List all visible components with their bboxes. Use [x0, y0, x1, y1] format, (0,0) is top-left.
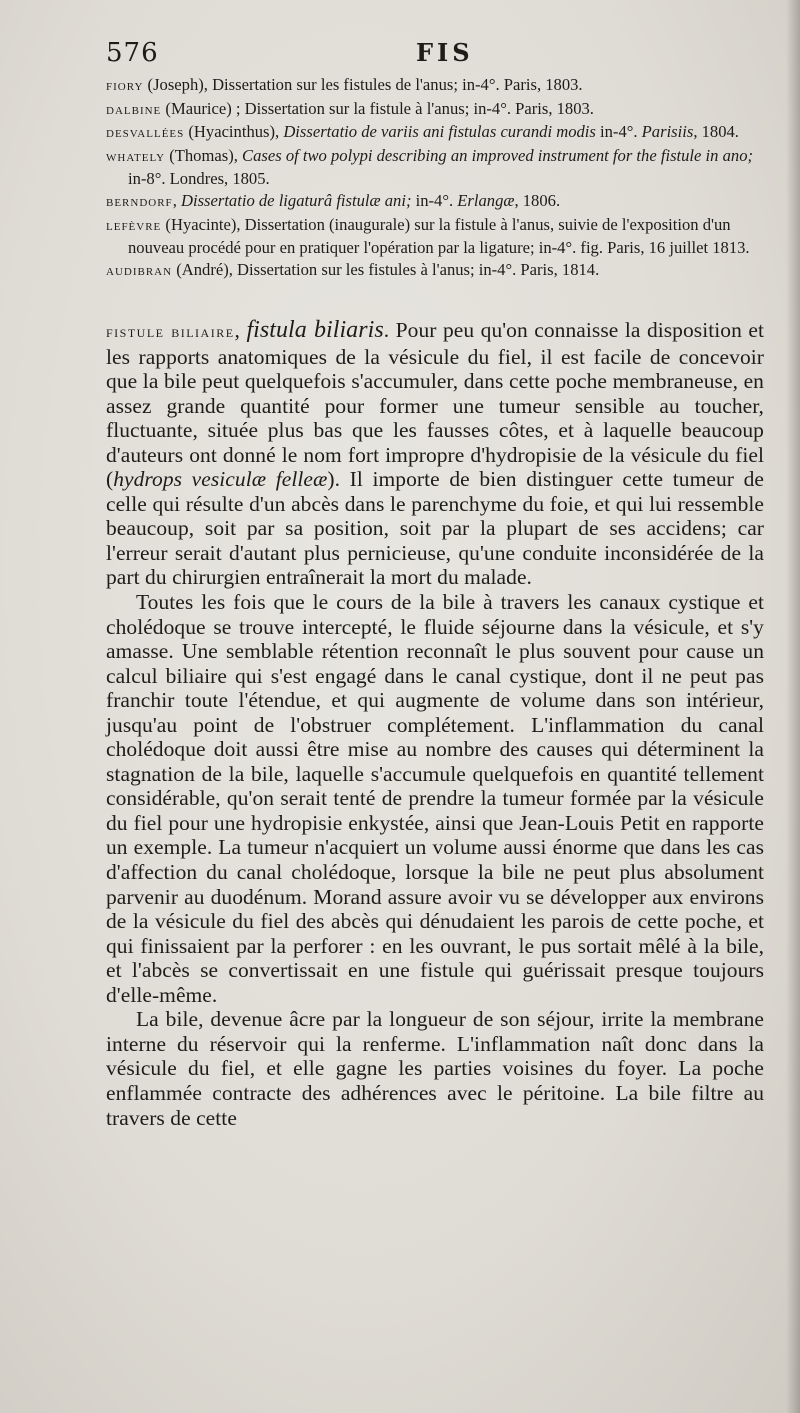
entry-author: audibran	[106, 262, 173, 279]
article-headword: fistule biliaire	[106, 322, 235, 341]
bibliography-entry: whately (Thomas), Cases of two polypi describing an improved instrument for the fistule in ano; in-8°. Londres, 1805.	[106, 145, 754, 189]
entry-title: Dissertation sur les fistules de l'anus; in-4°. Paris, 1803.	[212, 75, 583, 94]
entry-title: Cases of two polypi describing an improved instrument for the fistule in ano;	[242, 145, 754, 165]
running-head: FIS	[416, 38, 474, 67]
entry-title: Dissertatio de variis ani fistulas curandi modis	[283, 122, 596, 142]
entry-title: Dissertation sur la fistule à l'anus; in-4°. Paris, 1803.	[244, 98, 594, 118]
entry-author: lefèvre	[106, 217, 162, 234]
latin-name: fistula biliaris	[246, 317, 384, 343]
entry-author: dalbine	[106, 101, 162, 118]
bibliography-entry: dalbine (Maurice) ; Dissertation sur la fistule à l'anus; in-4°. Paris, 1803.	[106, 98, 594, 118]
entry-title: Dissertation sur les fistules à l'anus; in-4°. Paris, 1814.	[237, 259, 600, 279]
entry-title: Dissertation (inaugurale) sur la fistule à l'anus, suivie de l'exposition d'un nouveau procédé pour en pratiquer l'opération par la ligature; in-4°. fig. Paris, 16 juillet 1813.	[128, 214, 750, 258]
bibliography-entry: lefèvre (Hyacinte), Dissertation (inaugurale) sur la fistule à l'anus, suivie de l'exposition d'un nouveau procédé pour en pratiquer l'opération par la ligature; in-4°. fig. Paris, 16 juillet 1813.	[106, 214, 750, 258]
entry-author: berndorf	[106, 193, 173, 210]
paragraph: fistule biliaire, fistula biliaris. Pour peu qu'on connaisse la disposition et les rapports anatomiques de la vésicule du fiel, il est facile de concevoir que la bile peut quelquefois s'accumuler, dans cette poche membraneuse, en assez grande quantité pour former une tumeur sensible au toucher, fluctuante, située plus bas que les fausses côtes, et à laquelle beaucoup d'auteurs ont donné le nom fort impropre d'hydropisie de la vésicule du fiel (hydrops vesiculæ felleæ). Il importe de bien distinguer cette tumeur de celle qui résulte d'un abcès dans le parenchyme du foie, et qui lui ressemble beaucoup, soit par sa position, soit par la plupart de ses accidens; car l'erreur serait d'autant plus pernicieuse, qu'une conduite inconsidérée de la part du chirurgien entraînerait la mort du malade.	[106, 317, 764, 590]
bibliography-entry: desvallées (Hyacinthus), Dissertatio de variis ani fistulas curandi modis in-4°. Parisiis, 1804.	[106, 122, 739, 142]
bibliography-list	[106, 74, 768, 282]
entry-author: desvallées	[106, 125, 185, 142]
bibliography-entry: fiory (Joseph), Dissertation sur les fistules de l'anus; in-4°. Paris, 1803.	[106, 75, 583, 94]
entry-author: whately	[106, 148, 166, 165]
article-body	[106, 318, 764, 1130]
bibliography-entry: berndorf, Dissertatio de ligaturâ fistulæ ani; in-4°. Erlangæ, 1806.	[106, 190, 561, 210]
page-header	[106, 38, 764, 74]
bibliography-entry: audibran (André), Dissertation sur les fistules à l'anus; in-4°. Paris, 1814.	[106, 259, 600, 279]
entry-author: fiory	[106, 78, 144, 94]
latin-term: hydrops vesiculæ felleæ	[113, 467, 328, 492]
paragraph: Toutes les fois que le cours de la bile à travers les canaux cystique et cholédoque se trouve intercepté, le fluide séjourne dans la vésicule, et s'y amasse. Une semblable rétention reconnaît le plus souvent pour cause un calcul biliaire qui s'est engagé dans le canal cystique, dont il ne peut pas franchir toute l'étendue, et qui augmente de volume dans son intérieur, jusqu'au point de l'obstruer complétement. L'inflammation du canal cholédoque doit aussi être mise au nombre des causes qui déterminent la stagnation de la bile, laquelle s'accumule quelquefois en quantité tellement considérable, qu'on serait tenté de prendre la tumeur formée par la vésicule du fiel pour une hydropisie enkystée, ainsi que Jean-Louis Petit en rapporte un exemple. La tumeur n'acquiert un volume aussi énorme que dans les cas d'affection du canal cholédoque, lorsque la bile ne peut plus absolument parvenir au duodénum. Morand assure avoir vu se développer aux environs de la vésicule du fiel des abcès qui dénudaient les parois de cette poche, et qui finissaient par la perforer : en les ouvrant, le pus sortait mêlé à la bile, et l'abcès se convertissait en une fistule qui guérissait presque toujours d'elle-même.	[106, 590, 764, 1007]
paragraph: La bile, devenue âcre par la longueur de son séjour, irrite la membrane interne du réservoir qui la renferme. L'inflammation naît donc dans la vésicule du fiel, et elle gagne les parties voisines du foyer. La poche enflammée contracte des adhérences avec le péritoine. La bile filtre au travers de cette	[106, 1007, 764, 1130]
page-number: 576	[106, 38, 159, 68]
entry-title: Dissertatio de ligaturâ fistulæ ani;	[180, 190, 412, 210]
